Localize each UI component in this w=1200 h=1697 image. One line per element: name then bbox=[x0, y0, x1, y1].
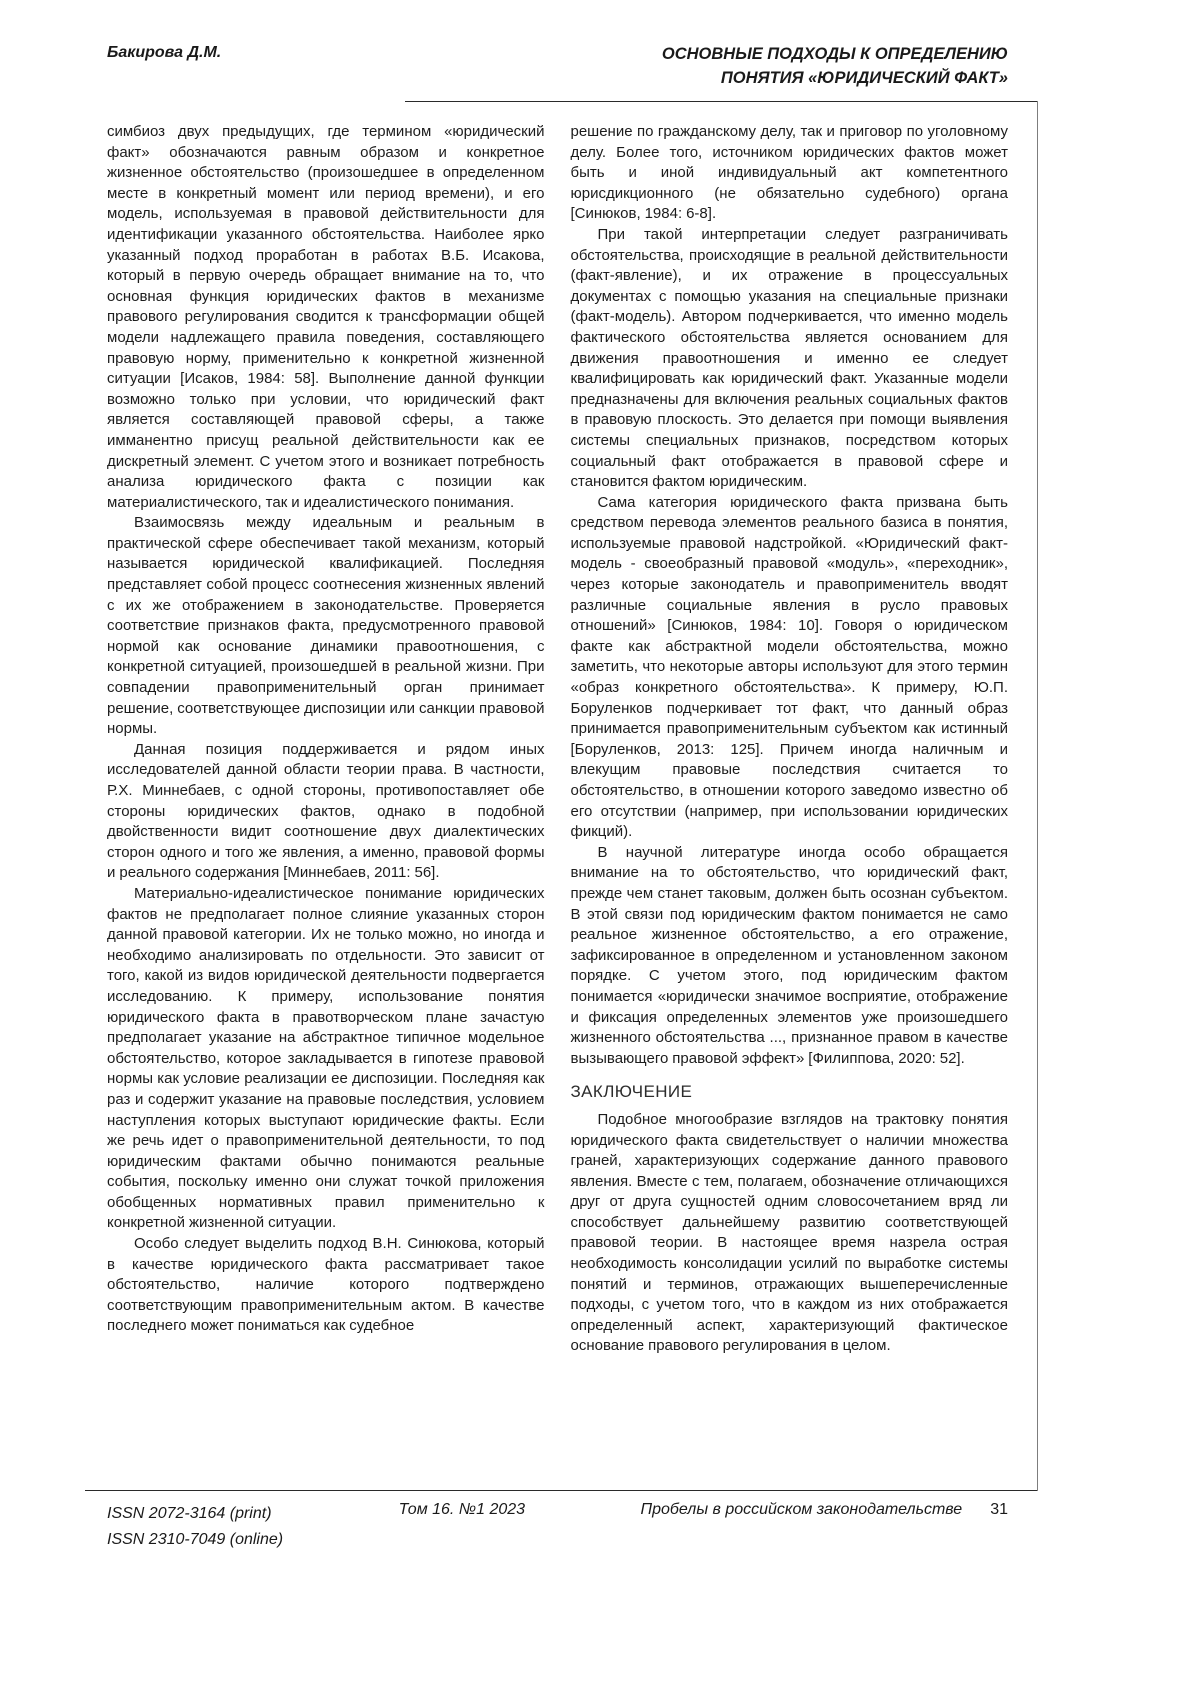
left-column bbox=[107, 122, 545, 1357]
conclusion-heading: ЗАКЛЮЧЕНИЕ bbox=[570, 1082, 693, 1102]
header-title bbox=[662, 42, 1008, 90]
footer-issue: Том 16. №1 2023 bbox=[398, 1501, 526, 1518]
issn-block bbox=[107, 1501, 283, 1553]
footer-right bbox=[641, 1501, 1008, 1519]
issn-online: ISSN 2310-7049 (online) bbox=[107, 1531, 284, 1548]
header-rule bbox=[405, 101, 1037, 102]
header-title-line1: ОСНОВНЫЕ ПОДХОДЫ К ОПРЕДЕЛЕНИЮ bbox=[661, 45, 1008, 63]
page-number: 31 bbox=[990, 1501, 1008, 1518]
right-margin-rule bbox=[1037, 101, 1038, 1491]
paragraph: Подобное многообразие взглядов на трактовку понятия юридического факта свидетельствует о наличии множества граней, характеризующих содержание данного правового явления. Вместе с тем, полагаем, обозначение отличающихся друг от друга сущностей одним словосочетанием вряд ли способствует дальнейшему развитию соответствующей правовой теории. В настоящее время назрела острая необходимость консолидации усилий по выработке системы понятий и терминов, отражающих вышеперечисленные подходы, с учетом того, что в каждом из них отображается определенный аспект, характеризующий фактическое основание правового регулирования в целом. bbox=[570, 1110, 1008, 1355]
article-body bbox=[107, 122, 1008, 1357]
paragraph: При такой интерпретации следует разграничивать обстоятельства, происходящие в реальной действительности (факт-явление), и их отражение в процессуальных документах с помощью указания на специальные признаки (факт-модель). Автором подчеркивается, что именно модель фактического обстоятельства является основанием для движения правоотношения и именно ее следует квалифицировать как юридический факт. Указанные модели предназначены для включения реальных социальных фактов в правовую плоскость. Это делается при помощи выявления системы специальных признаков, посредством которых социальный факт отображается в правовой сфере и становится фактом юридическим. bbox=[570, 225, 1008, 491]
right-column bbox=[571, 122, 1009, 1357]
header-author: Бакирова Д.М. bbox=[107, 44, 222, 61]
issn-print: ISSN 2072-3164 (print) bbox=[107, 1505, 272, 1522]
page-footer bbox=[107, 1501, 1008, 1553]
paragraph: Особо следует выделить подход В.Н. Синюкова, который в качестве юридического факта рассматривает такое обстоятельство, наличие которого подтверждено соответствующим правоприменительным актом. В качестве последнего может пониматься как судебное bbox=[107, 1235, 545, 1335]
footer-rule bbox=[85, 1490, 1037, 1491]
header-title-line2: ПОНЯТИЯ «ЮРИДИЧЕСКИЙ ФАКТ» bbox=[720, 69, 1008, 87]
paragraph: симбиоз двух предыдущих, где термином «юридический факт» обозначаются равным образом и конкретное жизненное обстоятельство (произошедшее в определенном месте в конкретный момент или период времени), и его модель, используемая в правовой действительности для идентификации указанного обстоятельства. Наиболее ярко указанный подход проработан в работах В.Б. Исакова, который в первую очередь обращает внимание на то, что основная функция юридических фактов в механизме правового регулирования сводится к трансформации общей модели надлежащего правила поведения, составляющего правовую норму, применительно к конкретной жизненной ситуации [Исаков, 1984: 58]. Выполнение данной функции возможно только при условии, что юридический факт является составляющей правовой сферы, а также имманентно присущ реальной действительности как ее дискретный элемент. С учетом этого и возникает потребность анализа юридического факта с позиции как материалистического, так и идеалистического понимания. bbox=[107, 123, 545, 511]
paragraph: В научной литературе иногда особо обращается внимание на то обстоятельство, что юридический факт, прежде чем станет таковым, должен быть осознан субъектом. В этой связи под юридическим фактом понимается не само реальное жизненное обстоятельство, а его отражение, зафиксированное в определенном и установленном законом порядке. С учетом этого, под юридическим фактом понимается «юридически значимое восприятие, отображение и фиксация определенных элементов уже произошедшего жизненного обстоятельства ..., признанное правом в качестве вызывающего правовой эффект» [Филиппова, 2020: 52]. bbox=[570, 843, 1008, 1067]
paragraph: Материально-идеалистическое понимание юридических фактов не предполагает полное слияние указанных сторон данной правовой категории. Их не только можно, но иногда и необходимо анализировать по отдельности. Это зависит от того, какой из видов юридической деятельности подвергается исследованию. К примеру, использование понятия юридического факта в правотворческом плане зачастую предполагает указание на абстрактное типичное модельное обстоятельство, которое закладывается в гипотезе правовой нормы как условие реализации ее диспозиции. Последняя как раз и содержит указание на правовые последствия, условием наступления которых выступают юридические факты. Если же речь идет о правоприменительной деятельности, то под юридическим фактами обычно понимаются реальные события, поскольку именно они служат точкой приложения обобщенных нормативных правил применительно к конкретной жизненной ситуации. bbox=[107, 884, 545, 1232]
paragraph: Сама категория юридического факта призвана быть средством перевода элементов реального базиса в понятия, используемые правовой надстройкой. «Юридический факт-модель - своеобразный правовой «модуль», «переходник», через которые законодатель и правоприменитель вводят различные социальные явления в русло правовых отношений» [Синюков, 1984: 10]. Говоря о юридическом факте как абстрактной модели обстоятельства, можно заметить, что некоторые авторы используют для этого термин «образ конкретного обстоятельства». К примеру, Ю.П. Боруленков подчеркивает тот факт, что данный образ принимается правоприменительным субъектом как истинный [Боруленков, 2013: 125]. Причем иногда наличным и влекущим правовые последствия считается то обстоятельство, в отношении которого заведомо известно об его отсутствии (например, при использовании юридических фикций). bbox=[570, 493, 1008, 841]
paragraph: решение по гражданскому делу, так и приговор по уголовному делу. Более того, источником юридических фактов может быть и иной индивидуальный акт компетентного юрисдикционного (не обязательно судебного) органа [Синюков, 1984: 6-8]. bbox=[570, 123, 1008, 223]
journal-name: Пробелы в российском законодательстве bbox=[640, 1501, 963, 1518]
paragraph: Взаимосвязь между идеальным и реальным в практической сфере обеспечивает такой механизм, который называется юридической квалификацией. Последняя представляет собой процесс соотнесения жизненных явлений с их же отображением в законодательстве. Проверяется соответствие признаков факта, предусмотренного правовой нормой как основание динамики правоотношения, с конкретной ситуацией, произошедшей в реальной жизни. При совпадении правоприменительный орган принимает решение, соответствующее диспозиции или санкции правовой нормы. bbox=[107, 514, 545, 738]
paragraph: Данная позиция поддерживается и рядом иных исследователей данной области теории права. В частности, Р.Х. Миннебаев, с одной стороны, противопоставляет обе стороны юридических фактов, однако в подобной двойственности видит соотношение двух диалектических сторон одного и того же явления, а именно, правовой формы и реального содержания [Миннебаев, 2011: 56]. bbox=[107, 740, 545, 882]
